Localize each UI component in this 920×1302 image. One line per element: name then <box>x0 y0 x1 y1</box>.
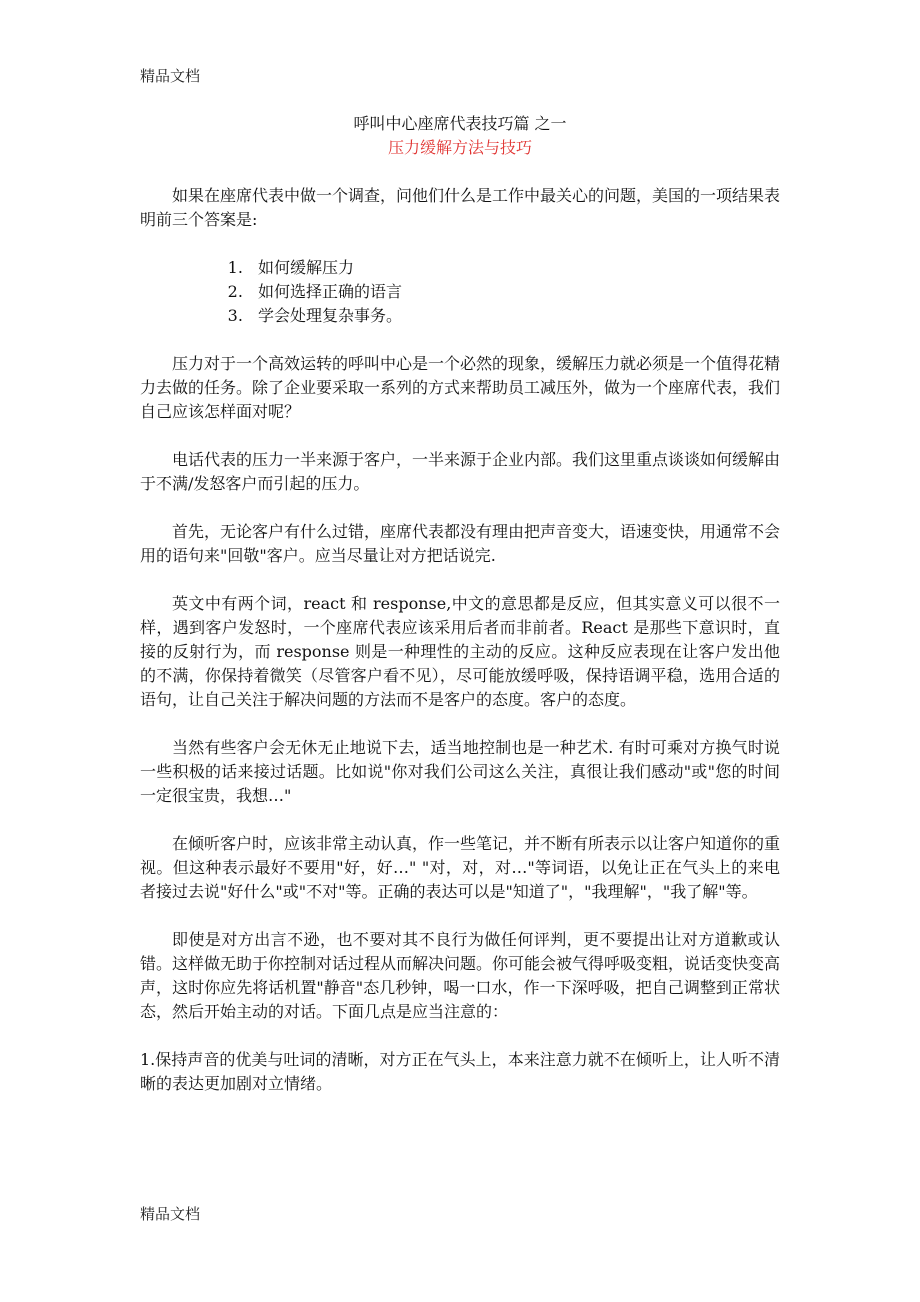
body-paragraph: 即使是对方出言不逊，也不要对其不良行为做任何评判，更不要提出让对方道歉或认错。这样做无助于你控制对话过程从而解决问题。你可能会被气得呼吸变粗，说话变快变高声，这时你应先将话机置"静音"态几秒钟，喝一口水，作一下深呼吸，把自己调整到正常状态，然后开始主动的对话。下面几点是应当注意的： <box>140 930 781 1021</box>
body-paragraph: 首先，无论客户有什么过错，座席代表都没有理由把声音变大，语速变快，用通常不会用的语句来"回敬"客户。应当尽量让对方把话说完. <box>140 522 781 565</box>
body-paragraph: 英文中有两个词，react 和 response,中文的意思都是反应，但其实意义可以很不一样，遇到客户发怒时，一个座席代表应该采用后者而非前者。React 是那些下意识时，直接的反射行为，而 response 则是一种理性的主动的反应。这种反应表现在让客户发出他的不满，你保持着微笑（尽管客户看不见），尽可能放缓呼吸，保持语调平稳，选用合适的语句，让自己关注于解决问题的方法而不是客户的态度。客户的态度。 <box>140 594 780 709</box>
document-body <box>140 112 780 1120</box>
body-paragraph: 电话代表的压力一半来源于客户，一半来源于企业内部。我们这里重点谈谈如何缓解由于不满/发怒客户而引起的压力。 <box>140 450 781 493</box>
page-footer-label: 精品文档 <box>140 1205 201 1223</box>
point-paragraph: 1.保持声音的优美与吐词的清晰，对方正在气头上，本来注意力就不在倾听上，让人听不清晰的表达更加剧对立情绪。 <box>140 1050 780 1093</box>
document-title: 呼叫中心座席代表技巧篇 之一 <box>353 114 567 133</box>
body-paragraph: 压力对于一个高效运转的呼叫中心是一个必然的现象，缓解压力就必须是一个值得花精力去做的任务。除了企业要采取一系列的方式来帮助员工减压外，做为一个座席代表，我们自己应该怎样面对呢？ <box>140 354 781 421</box>
list-item: 3. 学会处理复杂事务。 <box>248 304 780 328</box>
top-concerns-list <box>140 256 780 328</box>
intro-paragraph: 如果在座席代表中做一个调查，问他们什么是工作中最关心的问题，美国的一项结果表明前三个答案是: <box>140 186 781 229</box>
list-item: 2. 如何选择正确的语言 <box>248 280 780 304</box>
body-paragraph: 当然有些客户会无休无止地说下去，适当地控制也是一种艺术. 有时可乘对方换气时说一些积极的话来接过话题。比如说"你对我们公司这么关注，真很让我们感动"或"您的时间一定很宝贵，我想…" <box>140 738 780 805</box>
page-header-label: 精品文档 <box>140 67 201 85</box>
document-subtitle: 压力缓解方法与技巧 <box>387 138 532 157</box>
list-item: 1. 如何缓解压力 <box>248 256 780 280</box>
body-paragraph: 在倾听客户时，应该非常主动认真，作一些笔记，并不断有所表示以让客户知道你的重视。但这种表示最好不要用"好，好…" "对，对，对…"等词语，以免让正在气头上的来电者接过去说"好什么"或"不对"等。正确的表达可以是"知道了"，"我理解"，"我了解"等。 <box>140 834 781 901</box>
